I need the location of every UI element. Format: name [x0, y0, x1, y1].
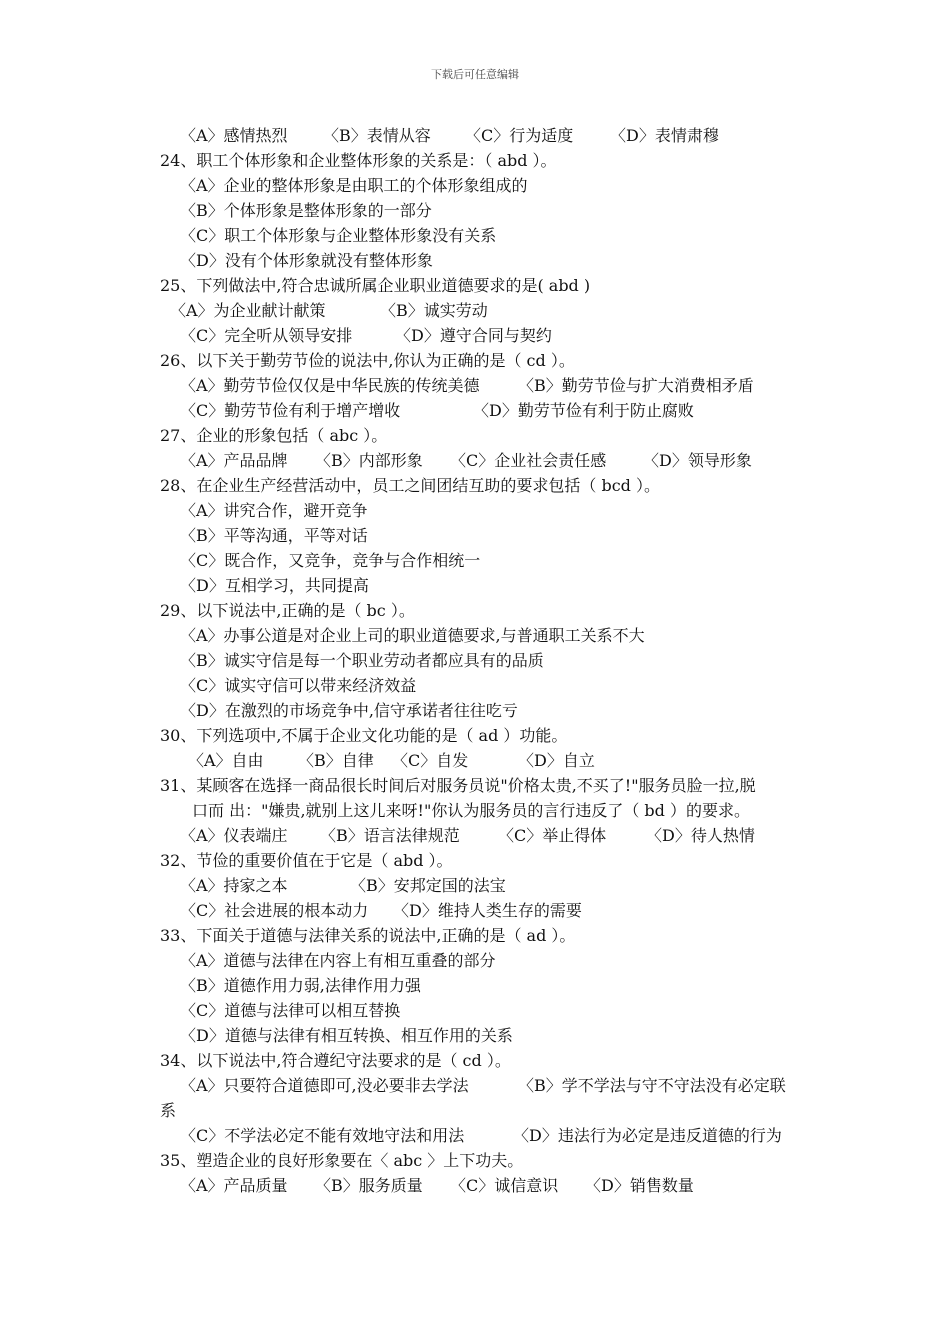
option-b: 〈B〉诚实守信是每一个职业劳动者都应具有的品质: [180, 651, 544, 670]
question-29: 29、以下说法中,正确的是（ bc ）。: [160, 601, 415, 620]
option-a: 〈A〉感情热烈: [180, 126, 288, 145]
option-d: 〈D〉道德与法律有相互转换、相互作用的关系: [180, 1026, 513, 1045]
option-b: 〈B〉语言法律规范: [320, 826, 460, 845]
option-c: 〈C〉自发: [392, 751, 469, 770]
question-24: 24、职工个体形象和企业整体形象的关系是：（ abd ）。: [160, 151, 557, 170]
question-27: 27、企业的形象包括（ abc ）。: [160, 426, 388, 445]
option-b: 〈B〉学不学法与守不守法没有必定联: [518, 1076, 786, 1095]
option-b: 〈B〉个体形象是整体形象的一部分: [180, 201, 432, 220]
option-b: 〈B〉平等沟通，平等对话: [180, 526, 368, 545]
option-b-wrap: 系: [160, 1101, 177, 1120]
option-c: 〈C〉勤劳节俭有利于增产增收: [180, 401, 401, 420]
option-d: 〈D〉表情肃穆: [610, 126, 719, 145]
option-d: 〈D〉销售数量: [585, 1176, 694, 1195]
option-c: 〈C〉诚实守信可以带来经济效益: [180, 676, 417, 695]
option-c: 〈C〉完全听从领导安排: [180, 326, 353, 345]
option-a: 〈A〉勤劳节俭仅仅是中华民族的传统美德: [180, 376, 480, 395]
option-a: 〈A〉只要符合道德即可,没必要非去学法: [180, 1076, 469, 1095]
option-b: 〈B〉勤劳节俭与扩大消费相矛盾: [518, 376, 754, 395]
page-header: 下载后可任意编辑: [431, 68, 519, 81]
option-a: 〈A〉企业的整体形象是由职工的个体形象组成的: [180, 176, 528, 195]
option-d: 〈D〉在激烈的市场竞争中,信守承诺者往往吃亏: [180, 701, 518, 720]
option-a: 〈A〉产品品牌: [180, 451, 288, 470]
option-b: 〈B〉表情从容: [323, 126, 431, 145]
option-d: 〈D〉遵守合同与契约: [395, 326, 552, 345]
option-a: 〈A〉自由: [188, 751, 264, 770]
option-a: 〈A〉办事公道是对企业上司的职业道德要求,与普通职工关系不大: [180, 626, 645, 645]
question-34: 34、以下说法中,符合遵纪守法要求的是（ cd ）。: [160, 1051, 511, 1070]
option-c: 〈C〉不学法必定不能有效地守法和用法: [180, 1126, 465, 1145]
option-c: 〈C〉道德与法律可以相互替换: [180, 1001, 401, 1020]
option-a: 〈A〉讲究合作，避开竞争: [180, 501, 368, 520]
question-35: 35、塑造企业的良好形象要在〈 abc 〉上下功夫。: [160, 1151, 524, 1170]
option-c: 〈C〉举止得体: [498, 826, 607, 845]
question-28: 28、在企业生产经营活动中，员工之间团结互助的要求包括（ bcd ）。: [160, 476, 660, 495]
option-b: 〈B〉诚实劳动: [380, 301, 488, 320]
option-b: 〈B〉服务质量: [315, 1176, 423, 1195]
option-d: 〈D〉自立: [518, 751, 595, 770]
question-30: 30、下列选项中,不属于企业文化功能的是（ ad ）功能。: [160, 726, 568, 745]
option-c: 〈C〉职工个体形象与企业整体形象没有关系: [180, 226, 497, 245]
option-c: 〈C〉诚信意识: [450, 1176, 559, 1195]
option-a: 〈A〉产品质量: [180, 1176, 288, 1195]
option-a: 〈A〉为企业献计献策: [170, 301, 326, 320]
question-25: 25、下列做法中,符合忠诚所属企业职业道德要求的是( abd ): [160, 276, 591, 295]
option-d: 〈D〉互相学习，共同提高: [180, 576, 369, 595]
option-a: 〈A〉道德与法律在内容上有相互重叠的部分: [180, 951, 496, 970]
option-c: 〈C〉既合作，又竞争，竞争与合作相统一: [180, 551, 481, 570]
question-31: 31、某顾客在选择一商品很长时间后对服务员说"价格太贵,不买了!"服务员脸一拉,脱: [160, 776, 756, 795]
question-26: 26、以下关于勤劳节俭的说法中,你认为正确的是（ cd ）。: [160, 351, 575, 370]
option-c: 〈C〉社会进展的根本动力: [180, 901, 369, 920]
question-32: 32、节俭的重要价值在于它是（ abd ）。: [160, 851, 453, 870]
option-b: 〈B〉自律: [298, 751, 374, 770]
option-d: 〈D〉维持人类生存的需要: [393, 901, 582, 920]
option-d: 〈D〉勤劳节俭有利于防止腐败: [473, 401, 694, 420]
option-a: 〈A〉持家之本: [180, 876, 288, 895]
option-b: 〈B〉内部形象: [315, 451, 423, 470]
option-d: 〈D〉待人热情: [646, 826, 755, 845]
option-b: 〈B〉安邦定国的法宝: [350, 876, 506, 895]
option-d: 〈D〉违法行为必定是违反道德的行为: [513, 1126, 782, 1145]
question-33: 33、下面关于道德与法律关系的说法中,正确的是（ ad ）。: [160, 926, 576, 945]
option-c: 〈C〉企业社会责任感: [450, 451, 607, 470]
option-a: 〈A〉仪表端庄: [180, 826, 288, 845]
option-c: 〈C〉行为适度: [465, 126, 574, 145]
question-31-continued: 口而 出："嫌贵,就别上这儿来呀!"你认为服务员的言行违反了（ bd ）的要求。: [192, 801, 750, 820]
option-d: 〈D〉没有个体形象就没有整体形象: [180, 251, 433, 270]
option-d: 〈D〉领导形象: [643, 451, 752, 470]
option-b: 〈B〉道德作用力弱,法律作用力强: [180, 976, 421, 995]
